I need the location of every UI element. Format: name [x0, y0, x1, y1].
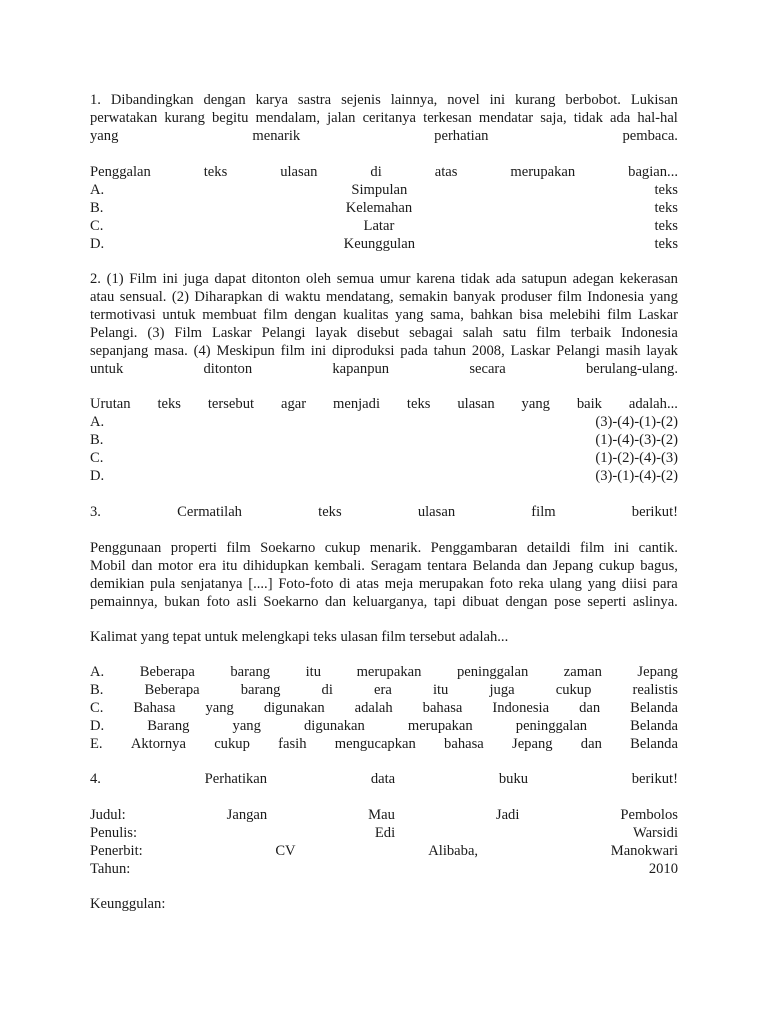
q2-option-d [90, 467, 678, 485]
word: kekerasan [619, 271, 678, 287]
word: Jepang [512, 736, 553, 752]
word: ulasan [280, 164, 318, 180]
word: meja [384, 576, 414, 592]
q1-text-line [90, 109, 678, 127]
word: itu [305, 664, 322, 680]
word: masih [605, 343, 641, 359]
word: realistis [632, 682, 678, 698]
word: disebut [356, 325, 400, 341]
word: ini [613, 540, 630, 556]
word: Pelangi. [90, 325, 138, 341]
word: Meskipun [216, 343, 275, 359]
word: perhatian [434, 128, 489, 144]
q4-heading [90, 770, 678, 788]
word: sebagai [409, 325, 453, 341]
q2-option-b [90, 431, 678, 449]
word: digunakan [263, 700, 325, 716]
word: pula [150, 576, 176, 592]
word: teks [654, 236, 678, 252]
word: semua [336, 271, 375, 287]
word: saja, [540, 110, 567, 126]
word: adalah [354, 700, 393, 716]
word: begitu [211, 110, 249, 126]
word: waktu [284, 289, 321, 305]
q2-text-line [90, 342, 678, 360]
word: cukup [598, 558, 635, 574]
word: ulasan [417, 504, 456, 520]
word: seperti [587, 594, 627, 610]
word: D. [90, 468, 105, 484]
q3-option-e [90, 735, 678, 753]
word: agar [280, 396, 307, 412]
word: bisa [519, 307, 543, 323]
word: ulasan [457, 396, 495, 412]
word: masa. [154, 343, 188, 359]
q3-option-c [90, 699, 678, 717]
word: Laskar [638, 307, 678, 323]
word: data [370, 771, 396, 787]
word: barang [230, 664, 271, 680]
q3-option-b [90, 681, 678, 699]
word: sepanjang [90, 343, 149, 359]
word: film [536, 325, 561, 341]
word: bahasa [444, 736, 484, 752]
word: membuat [202, 307, 257, 323]
word: yang [90, 128, 119, 144]
word: di [267, 289, 280, 305]
word: berikut! [631, 771, 678, 787]
word: salah [462, 325, 493, 341]
word: Soekarno [260, 540, 316, 556]
word: dihidupkan [243, 558, 309, 574]
word: 3. [90, 504, 101, 520]
q2-text-line [90, 306, 678, 324]
word: film [531, 504, 556, 520]
word: Kelemahan [345, 200, 413, 216]
word: Keunggulan [343, 236, 416, 252]
word: tidak [573, 110, 603, 126]
word: baik [576, 396, 602, 412]
word: kualitas [343, 307, 389, 323]
q2-option-a [90, 413, 678, 431]
word: Judul: [90, 807, 126, 823]
word: dengan [294, 307, 337, 323]
word: Lukisan [630, 92, 678, 108]
q1-option-d [90, 235, 678, 253]
word: mengucapkan [334, 736, 416, 752]
word: Belanda [630, 718, 678, 734]
word: layak [646, 343, 678, 359]
word: juga [489, 682, 515, 698]
word: barang [240, 682, 281, 698]
word: properti [170, 540, 217, 556]
word: sensual. [119, 289, 167, 305]
word: oleh [305, 271, 332, 287]
word: A. [90, 664, 105, 680]
word: 1. [90, 92, 101, 108]
word: cukup [555, 682, 592, 698]
q2-text-line [90, 324, 678, 342]
word: yang [205, 700, 234, 716]
word: pemainnya, [90, 594, 158, 610]
word: Dibandingkan [110, 92, 194, 108]
word: Film [174, 325, 202, 341]
word: cukup [214, 736, 250, 752]
word: ini [489, 92, 506, 108]
word: (2) [171, 289, 189, 305]
word: yang [395, 307, 424, 323]
q1-option-b [90, 199, 678, 217]
word: pada [400, 343, 428, 359]
word: sastra [297, 92, 332, 108]
word: atas [356, 576, 379, 592]
word: ada [495, 271, 516, 287]
word: terbaik [570, 325, 612, 341]
word: untuk [90, 361, 124, 377]
word: demikian [90, 576, 145, 592]
word: Film [129, 271, 157, 287]
word: buku [498, 771, 529, 787]
q2-option-c [90, 449, 678, 467]
word: B. [90, 200, 104, 216]
word: secara [469, 361, 506, 377]
word: ulang [549, 576, 582, 592]
word: Tahun: [90, 861, 131, 877]
q1-option-a [90, 181, 678, 199]
word: Latar [363, 218, 395, 234]
word: kurang [514, 92, 556, 108]
word: ini [162, 271, 178, 287]
word: foto [489, 576, 513, 592]
word: yang [521, 396, 550, 412]
word: Aktornya [130, 736, 186, 752]
q3-text-line [90, 575, 678, 593]
word: melebihi [549, 307, 601, 323]
word: hal-hal [637, 110, 678, 126]
word: asli [236, 594, 257, 610]
word: adegan [572, 271, 614, 287]
word: peninggalan [456, 664, 529, 680]
word: pembaca. [622, 128, 678, 144]
word: Barang [147, 718, 190, 734]
word: diproduksi [332, 343, 395, 359]
q2-text-line [90, 288, 678, 306]
word: ada [609, 110, 631, 126]
word: atau [90, 289, 115, 305]
word: produser [500, 289, 552, 305]
word: perwatakan [90, 110, 158, 126]
word: A. [90, 414, 105, 430]
word: berulang-ulang. [585, 361, 678, 377]
word: foto [206, 594, 230, 610]
word: menarik [252, 128, 301, 144]
word: (4) [193, 343, 211, 359]
word: jalan [327, 110, 356, 126]
word: CV [275, 843, 296, 859]
word: 2010 [648, 861, 678, 877]
word: Bahasa [133, 700, 176, 716]
word: merupakan [407, 718, 473, 734]
word: B. [90, 432, 104, 448]
word: mendatang, [325, 289, 394, 305]
q1-question [90, 163, 678, 181]
word: untuk [162, 307, 196, 323]
word: peninggalan [515, 718, 588, 734]
q2-question [90, 395, 678, 413]
word: [....] [248, 576, 273, 592]
word: Pembolos [620, 807, 678, 823]
q2-text-line [90, 360, 678, 378]
q3-option-d [90, 717, 678, 735]
word: cantik. [638, 540, 678, 556]
word: juga [183, 271, 209, 287]
word: teks [654, 182, 678, 198]
word: 4. [90, 771, 101, 787]
word: mendatar [478, 110, 534, 126]
word: Mobil [90, 558, 126, 574]
word: Belanda [630, 736, 678, 752]
q4-row-penulis [90, 824, 678, 842]
word: (3)-(4)-(1)-(2) [595, 414, 678, 430]
word: Alibaba, [428, 843, 479, 859]
word: semakin [399, 289, 448, 305]
word: Penggalan [90, 164, 151, 180]
word: D. [90, 236, 105, 252]
word: ditonton [203, 361, 253, 377]
word: termotivasi [90, 307, 156, 323]
word: merupakan [418, 576, 484, 592]
word: Penulis: [90, 825, 138, 841]
word: teks [654, 200, 678, 216]
word: kurang [164, 110, 205, 126]
word: dan [325, 594, 347, 610]
word: 2008, [471, 343, 505, 359]
word: Cermatilah [177, 504, 242, 520]
word: Indonesia [621, 325, 678, 341]
word: Jadi [495, 807, 520, 823]
word: Jepang [552, 558, 594, 574]
word: merupakan [356, 664, 422, 680]
word: bahkan [470, 307, 513, 323]
word: film [607, 307, 632, 323]
word: teks [203, 164, 228, 180]
word: kembali. [314, 558, 365, 574]
word: B. [90, 682, 104, 698]
word: dibuat [462, 594, 499, 610]
word: Beberapa [139, 664, 195, 680]
word: film [580, 540, 605, 556]
word: karya [255, 92, 288, 108]
word: adalah... [628, 396, 678, 412]
word: Jepang [637, 664, 678, 680]
word: teks [157, 396, 181, 412]
word: satu [502, 325, 527, 341]
q3-option-a [90, 663, 678, 681]
word: film [557, 289, 582, 305]
word: Manokwari [610, 843, 678, 859]
word: karena [416, 271, 456, 287]
word: aslinya. [632, 594, 678, 610]
word: Foto-foto [278, 576, 334, 592]
word: C. [90, 450, 104, 466]
word: mendalam, [255, 110, 320, 126]
word: dan [580, 736, 602, 752]
word: C. [90, 700, 104, 716]
word: para [652, 576, 678, 592]
word: sama, [430, 307, 464, 323]
q4-row-tahun [90, 860, 678, 878]
word: (1)-(4)-(3)-(2) [595, 432, 678, 448]
word: dengan [505, 594, 548, 610]
word: Pelangi [556, 343, 600, 359]
word: Pelangi [261, 325, 306, 341]
word: bagus, [640, 558, 678, 574]
q4-row-judul [90, 806, 678, 824]
word: (1)-(2)-(4)-(3) [595, 450, 678, 466]
word: era [198, 558, 217, 574]
q4-row-penerbit [90, 842, 678, 860]
word: tidak [460, 271, 490, 287]
word: Seragam [370, 558, 422, 574]
word: Diharapkan [194, 289, 263, 305]
word: reka [518, 576, 544, 592]
word: pose [554, 594, 581, 610]
word: Penggambaran [430, 540, 518, 556]
word: Edi [374, 825, 396, 841]
word: film [280, 343, 305, 359]
q3-question: Kalimat yang tepat untuk melengkapi teks ulasan film tersebut adalah... [90, 629, 509, 645]
word: cukup [324, 540, 361, 556]
word: Warsidi [632, 825, 678, 841]
word: satupun [521, 271, 567, 287]
word: dan [131, 558, 153, 574]
word: 2. [90, 271, 101, 287]
q1-option-c [90, 217, 678, 235]
word: layak [315, 325, 347, 341]
word: dan [579, 700, 601, 716]
word: yang [587, 576, 617, 592]
word: di [321, 682, 333, 698]
word: film [263, 307, 288, 323]
word: Belanda [472, 558, 521, 574]
word: bahasa [422, 700, 463, 716]
word: ditonton [251, 271, 301, 287]
word: zaman [563, 664, 602, 680]
word: terkesan [423, 110, 472, 126]
word: (1) [106, 271, 124, 287]
word: bagian... [628, 164, 678, 180]
word: motor [158, 558, 193, 574]
word: Beberapa [144, 682, 200, 698]
word: itu [432, 682, 449, 698]
word: Urutan [90, 396, 131, 412]
word: berikut! [631, 504, 678, 520]
word: bukan [164, 594, 200, 610]
word: A. [90, 182, 105, 198]
word: Soekarno [263, 594, 319, 610]
word: sejenis [341, 92, 381, 108]
word: Perhatikan [204, 771, 268, 787]
word: C. [90, 218, 104, 234]
word: Mau [368, 807, 395, 823]
word: dan [526, 558, 548, 574]
word: merupakan [510, 164, 576, 180]
word: yang [232, 718, 261, 734]
word: Laskar [211, 325, 252, 341]
word: menarik. [369, 540, 422, 556]
word: ceritanya [362, 110, 417, 126]
word: fasih [278, 736, 307, 752]
word: Simpulan [351, 182, 408, 198]
word: diisi [621, 576, 647, 592]
word: dapat [214, 271, 246, 287]
word: detaildi [526, 540, 571, 556]
word: Jangan [226, 807, 268, 823]
word: atas [434, 164, 458, 180]
q2-text-line [90, 270, 678, 288]
q1-text-line [90, 91, 678, 109]
word: tentara [427, 558, 467, 574]
word: Penggunaan [90, 540, 162, 556]
word: E. [90, 736, 103, 752]
word: banyak [453, 289, 496, 305]
word: yang [649, 289, 678, 305]
q3-heading [90, 503, 678, 521]
word: tersebut [207, 396, 255, 412]
word: Belanda [630, 700, 678, 716]
q4-footer-label: Keunggulan: [90, 896, 166, 912]
word: senjatanya [180, 576, 243, 592]
word: D. [90, 718, 105, 734]
word: di [339, 576, 351, 592]
word: Laskar [510, 343, 551, 359]
word: berbobot. [565, 92, 621, 108]
q3-text-line [90, 557, 678, 575]
word: menjadi [333, 396, 381, 412]
word: lainnya, [390, 92, 438, 108]
word: Penerbit: [90, 843, 143, 859]
word: era [374, 682, 392, 698]
word: dengan [203, 92, 246, 108]
word: teks [654, 218, 678, 234]
word: tahun [433, 343, 467, 359]
word: teks [406, 396, 431, 412]
word: (3) [147, 325, 165, 341]
word: ini [310, 343, 327, 359]
word: digunakan [303, 718, 365, 734]
word: film [226, 540, 251, 556]
word: itu [221, 558, 238, 574]
word: (3)-(1)-(4)-(2) [595, 468, 678, 484]
q3-text-line [90, 539, 678, 557]
word: kapanpun [332, 361, 390, 377]
word: teks [318, 504, 342, 520]
word: tapi [433, 594, 456, 610]
word: novel [447, 92, 480, 108]
word: di [370, 164, 382, 180]
word: umur [379, 271, 411, 287]
word: Indonesia [587, 289, 645, 305]
word: keluarganya, [352, 594, 428, 610]
q3-text-line [90, 593, 678, 611]
q1-text-line [90, 127, 678, 145]
word: Indonesia [492, 700, 550, 716]
